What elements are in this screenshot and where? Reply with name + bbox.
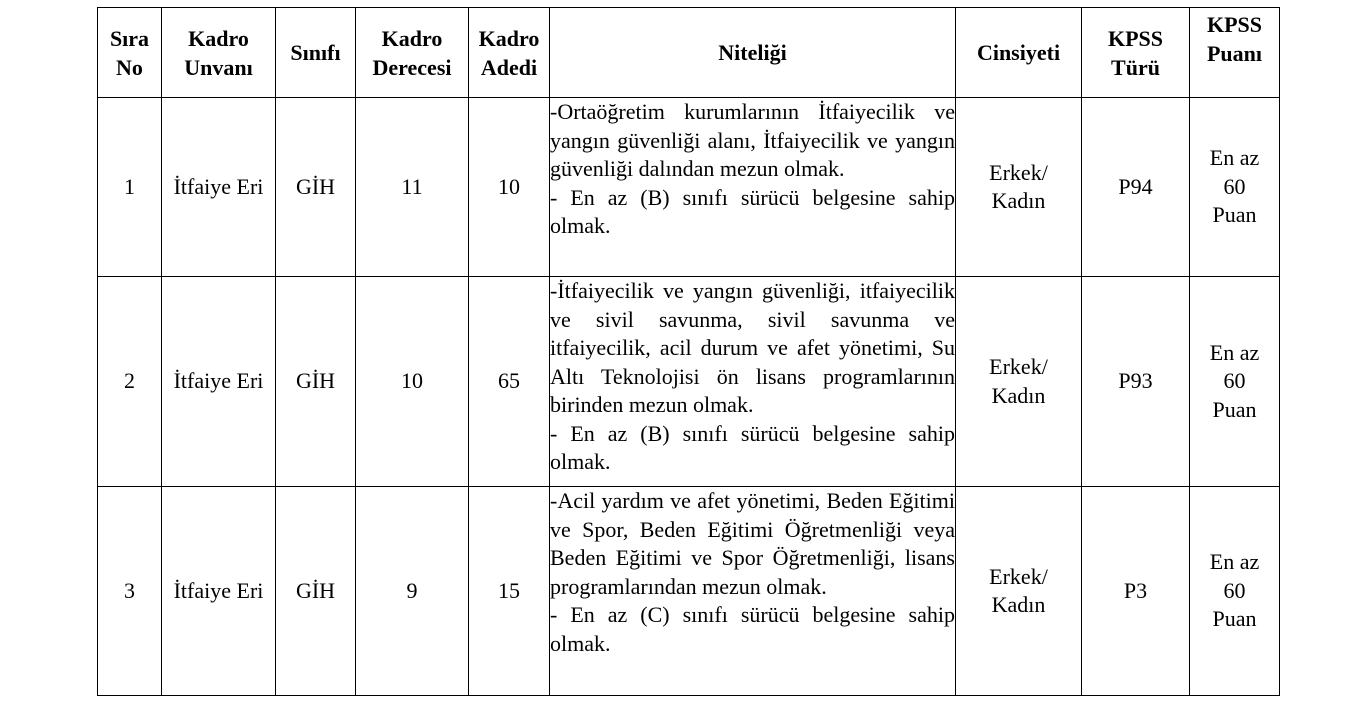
cell-cinsiyeti: Erkek/ Kadın xyxy=(956,487,1082,696)
cell-kpss-puani: En az 60 Puan xyxy=(1190,98,1280,277)
cell-kadro-unvani: İtfaiye Eri xyxy=(162,98,276,277)
table-row xyxy=(98,487,1280,696)
niteligi-text: - En az (B) sınıfı sürücü belgesine sahip olmak. xyxy=(550,420,955,474)
cell-kpss-puani: En az 60 Puan xyxy=(1190,277,1280,487)
cell-sinifi: GİH xyxy=(276,277,356,487)
cell-kadro-derecesi: 9 xyxy=(356,487,469,696)
cell-kadro-adedi: 15 xyxy=(469,487,550,696)
cell-niteligi xyxy=(550,98,956,277)
header-kpss-puani: KPSS Puanı xyxy=(1190,8,1280,98)
cell-kadro-unvani: İtfaiye Eri xyxy=(162,487,276,696)
cell-kpss-turu: P94 xyxy=(1082,98,1190,277)
cell-kadro-adedi: 65 xyxy=(469,277,550,487)
cell-cinsiyeti: Erkek/ Kadın xyxy=(956,98,1082,277)
header-row xyxy=(98,8,1280,98)
header-kpss-turu: KPSS Türü xyxy=(1082,8,1190,98)
cell-kpss-turu: P93 xyxy=(1082,277,1190,487)
header-kadro-unvani: Kadro Unvanı xyxy=(162,8,276,98)
cell-sira-no: 2 xyxy=(98,277,162,487)
niteligi-text: -Ortaöğretim kurumlarının İtfaiyecilik ve yangın güvenliği alanı, İtfaiyecilik ve yangın güvenliği dalından mezun olmak. xyxy=(550,99,955,181)
table-row xyxy=(98,277,1280,487)
niteligi-text: - En az (C) sınıfı sürücü belgesine sahip olmak. xyxy=(550,602,955,656)
cell-sira-no: 1 xyxy=(98,98,162,277)
cell-cinsiyeti: Erkek/ Kadın xyxy=(956,277,1082,487)
header-kadro-derecesi: Kadro Derecesi xyxy=(356,8,469,98)
header-niteligi: Niteliği xyxy=(550,8,956,98)
niteligi-text: - En az (B) sınıfı sürücü belgesine sahip olmak. xyxy=(550,184,955,238)
cell-sinifi: GİH xyxy=(276,98,356,277)
cell-niteligi xyxy=(550,487,956,696)
header-kadro-adedi: Kadro Adedi xyxy=(469,8,550,98)
cell-kadro-unvani: İtfaiye Eri xyxy=(162,277,276,487)
header-cinsiyeti: Cinsiyeti xyxy=(956,8,1082,98)
cell-sira-no: 3 xyxy=(98,487,162,696)
cell-kadro-adedi: 10 xyxy=(469,98,550,277)
cell-kadro-derecesi: 10 xyxy=(356,277,469,487)
kadro-table xyxy=(97,7,1280,696)
niteligi-text: -Acil yardım ve afet yönetimi, Beden Eğitimi ve Spor, Beden Eğitimi Öğretmenliği veya Beden Eğitimi ve Spor Öğretmenliği, lisans programlarından mezun olmak. xyxy=(550,488,955,599)
header-sira-no: Sıra No xyxy=(98,8,162,98)
niteligi-text: -İtfaiyecilik ve yangın güvenliği, itfaiyecilik ve sivil savunma, sivil savunma ve itfaiyecilik, acil durum ve afet yönetimi, Su Altı Teknolojisi ön lisans programlarının birinden mezun olmak. xyxy=(550,278,955,417)
table-row xyxy=(98,98,1280,277)
cell-kpss-puani: En az 60 Puan xyxy=(1190,487,1280,696)
cell-niteligi xyxy=(550,277,956,487)
cell-sinifi: GİH xyxy=(276,487,356,696)
header-sinifi: Sınıfı xyxy=(276,8,356,98)
cell-kadro-derecesi: 11 xyxy=(356,98,469,277)
cell-kpss-turu: P3 xyxy=(1082,487,1190,696)
